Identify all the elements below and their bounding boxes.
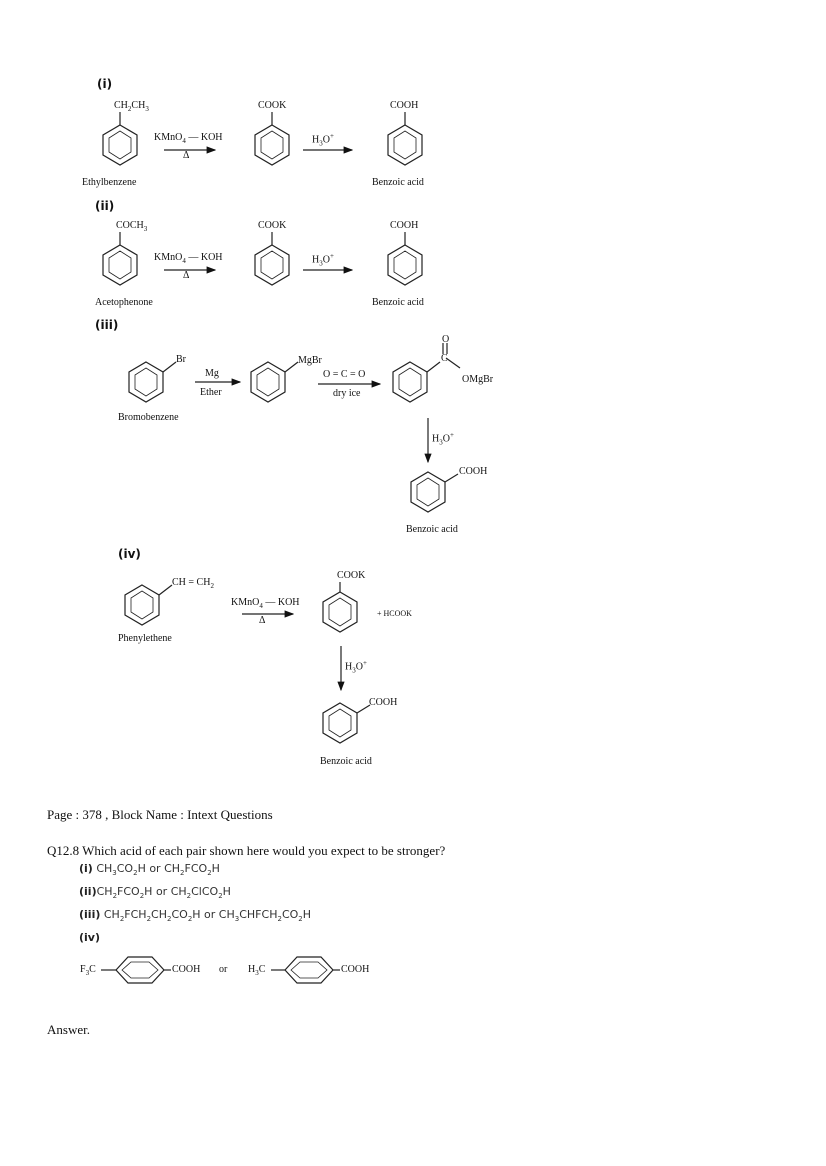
benzene-ring-phenylethene [125, 585, 172, 625]
benzene-ring-cook-i [255, 112, 289, 165]
benzene-ring-grignard [251, 362, 298, 402]
cooh-group-i: COOH [390, 100, 419, 111]
cooh-group-iii: COOH [459, 466, 488, 477]
ethylbenzene-substituent: $CH_2CH_3$ [114, 100, 149, 113]
reaction-iv-label: (iv) [118, 547, 141, 561]
ethylbenzene-name: Ethylbenzene [82, 177, 137, 188]
acetyl-substituent: $COCH_3$ [116, 220, 148, 233]
reaction-iii-label: (iii) [95, 318, 119, 332]
benzene-ring-ethylbenzene [103, 112, 137, 165]
benzene-ring-bromobenzene [129, 362, 176, 402]
reagent-h3o-iv: $H_3O^+$ [345, 659, 367, 675]
bromobenzene-name: Bromobenzene [118, 412, 179, 423]
question-option-iv: (iv) [79, 931, 100, 944]
benzoic-acid-name-i: Benzoic acid [372, 177, 424, 188]
carbonyl-oxygen: O [442, 334, 450, 345]
heat-symbol-ii: Δ [183, 270, 190, 281]
vinyl-substituent: CH = $CH_2$ [172, 577, 214, 590]
solvent-ether: Ether [200, 387, 222, 398]
hcook-byproduct: + HCOOK [377, 609, 412, 618]
reagent-mg: Mg [205, 368, 219, 379]
benzene-ring-benzoic-iv [323, 703, 370, 743]
benzoic-acid-name-ii: Benzoic acid [372, 297, 424, 308]
benzoic-acid-name-iv: Benzoic acid [320, 756, 372, 767]
reaction-ii-label: (ii) [95, 199, 115, 213]
question-option-ii: $(ii)CH_2FCO_2H$ or $CH_2ClCO_2H$ [79, 885, 231, 901]
question-q12-8: Q12.8 Which acid of each pair shown here would you expect to be stronger? [47, 843, 446, 858]
cooh-group-iv: COOH [369, 697, 398, 708]
benzoic-acid-name-iii: Benzoic acid [406, 524, 458, 535]
benzene-ring-benzoic-iii [411, 472, 458, 512]
phenylethene-name: Phenylethene [118, 633, 172, 644]
benzene-ring-f3c-acid [101, 957, 171, 983]
reagent-co2: O = C = O [323, 369, 366, 380]
benzene-ring-benzoic-i [388, 112, 422, 165]
reagent-kmno4-koh-i: KMnO$_4$ — KOH [154, 132, 223, 145]
cook-group-ii: COOK [258, 220, 287, 231]
reaction-i-label: (i) [97, 77, 113, 91]
carbonyl-carbon: C [441, 353, 448, 364]
or-separator: or [219, 964, 228, 975]
cooh-h3c-acid: COOH [341, 964, 370, 975]
heat-symbol-i: Δ [183, 150, 190, 161]
benzene-ring-cook-iv [323, 582, 357, 632]
benzene-ring-benzoic-ii [388, 232, 422, 285]
reagent-h3o-ii: $H_3O^+$ [312, 252, 334, 268]
page-block-info: Page : 378 , Block Name : Intext Questions [47, 807, 273, 822]
cook-group-i: COOK [258, 100, 287, 111]
omgbr-group: OMgBr [462, 374, 494, 385]
dry-ice-label: dry ice [333, 388, 361, 399]
reagent-h3o-i: $H_3O^+$ [312, 132, 334, 148]
acetophenone-name: Acetophenone [95, 297, 153, 308]
mgbr-group: MgBr [298, 355, 322, 366]
cooh-f3c-acid: COOH [172, 964, 201, 975]
answer-label: Answer. [47, 1022, 90, 1037]
h3c-group: $H_3C$ [248, 964, 266, 977]
question-option-i: (i) $CH_3CO_2H$ or $CH_2FCO_2H$ [79, 862, 220, 878]
reagent-kmno4-koh-iv: KMnO$_4$ — KOH [231, 597, 300, 610]
cook-group-iv: COOK [337, 570, 366, 581]
reagent-kmno4-koh-ii: KMnO$_4$ — KOH [154, 252, 223, 265]
heat-symbol-iv: Δ [259, 615, 266, 626]
benzene-ring-carboxylate-salt [393, 343, 460, 402]
benzene-ring-h3c-acid [271, 957, 340, 983]
benzene-ring-acetophenone [103, 232, 137, 285]
cooh-group-ii: COOH [390, 220, 419, 231]
reagent-h3o-iii: $H_3O^+$ [432, 431, 454, 447]
f3c-group: $F_3C$ [80, 964, 96, 977]
benzene-ring-cook-ii [255, 232, 289, 285]
bromo-substituent: Br [176, 354, 186, 365]
question-option-iii: (iii) $CH_2FCH_2CH_2CO_2H$ or $CH_3CHFCH_2CO_2H$ [79, 908, 312, 924]
